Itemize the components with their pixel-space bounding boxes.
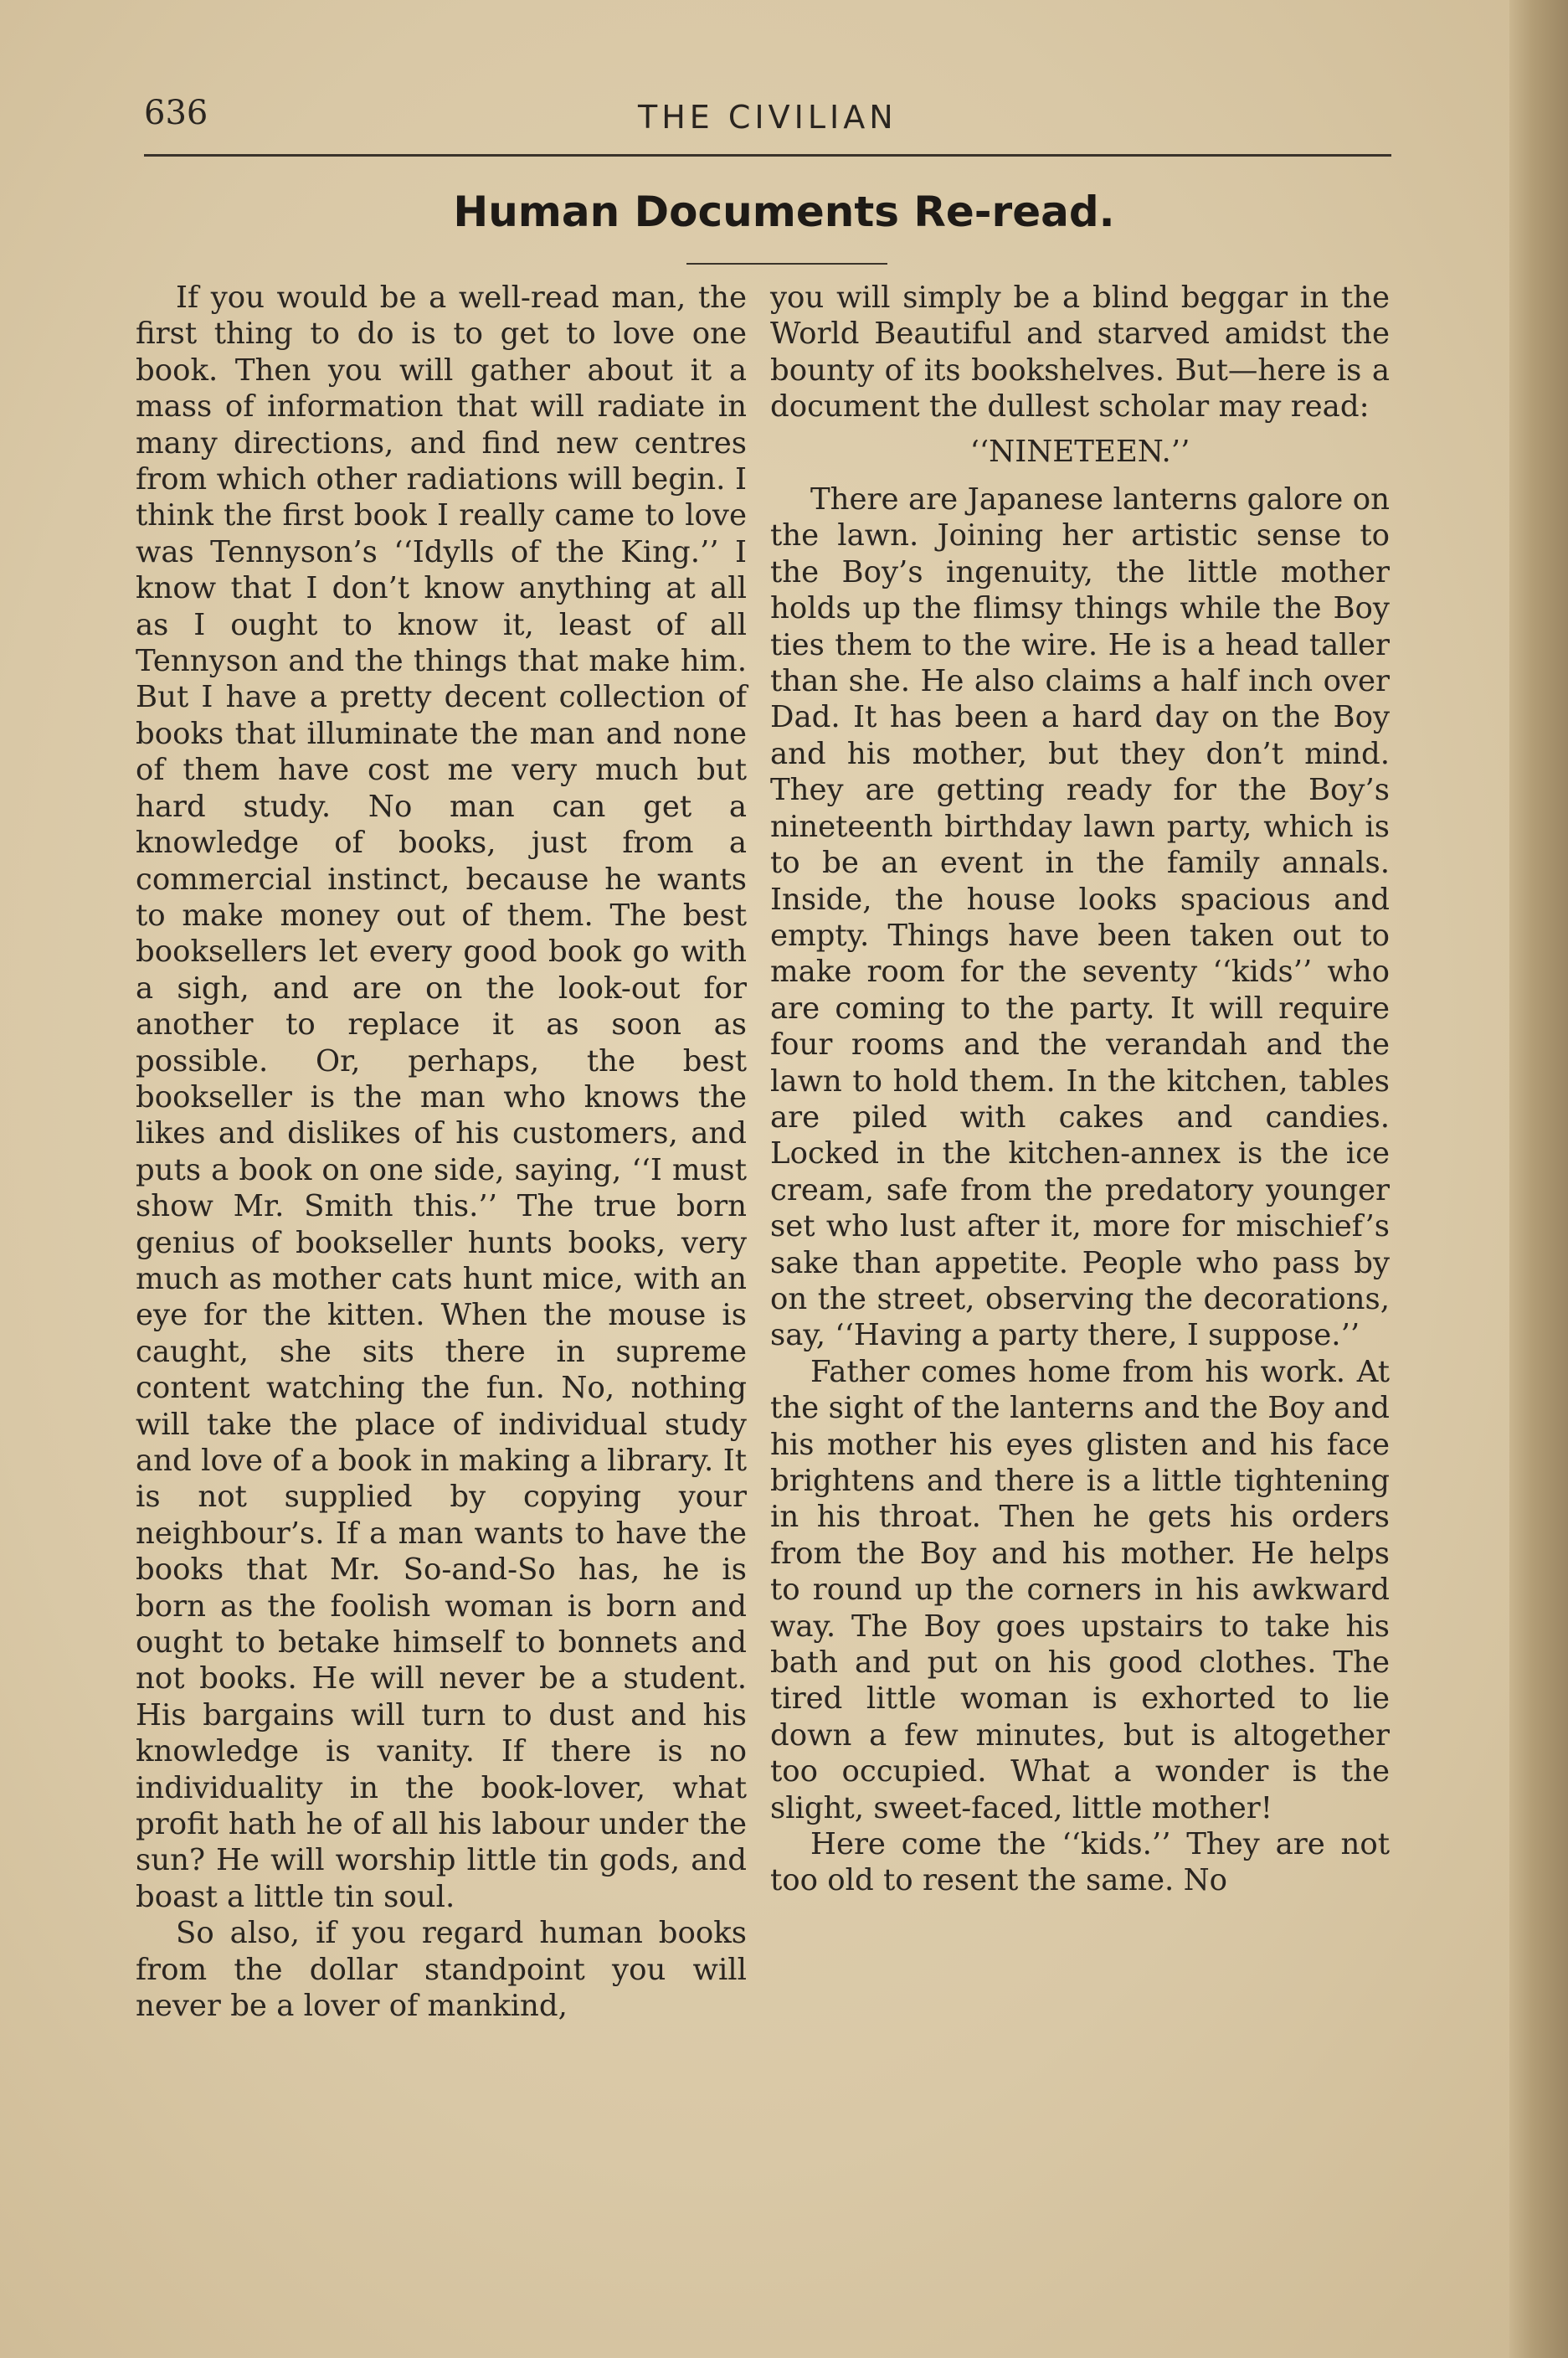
- paragraph: Here come the ‘‘kids.’’ They are not too old to resent the same. No: [770, 1827, 1390, 1898]
- left-column: [136, 280, 747, 2025]
- paragraph: you will simply be a blind beggar in the World Beautiful and starved amidst the bounty of its bookshelves. But—here is a document the dullest scholar may read:: [770, 281, 1390, 425]
- paragraph: Father comes home from his work. At the sight of the lanterns and the Boy and his mother his eyes glisten and his face brightens and there is a little tightening in his throat. Then he gets his orders from the Boy and his mother. He helps to round up the corners in his awkward way. The Boy goes upstairs to take his bath and put on his good clothes. The tired little woman is exhorted to lie down a few minutes, but is altogether too occupied. What a wonder is the slight, sweet-faced, little mother!: [770, 1354, 1390, 1825]
- header-rule: [144, 154, 1391, 157]
- paragraph: If you would be a well-read man, the first thing to do is to get to love one book. Then you will gather about it a mass of information that will radiate in many directions, and find new centres from which other radiations will begin. I think the first book I really came to love was Tennyson’s ‘‘Idylls of the King.’’ I know that I don’t know anything at all as I ought to know it, least of all Tennyson and the things that make him. But I have a pretty decent collection of books that illuminate the man and none of them have cost me very much but hard study. No man can get a knowledge of books, just from a commercial instinct, because he wants to make money out of them. The best booksellers let every good book go with a sigh, and are on the look-out for another to replace it as soon as possible. Or, perhaps, the best bookseller is the man who knows the likes and dislikes of his customers, and puts a book on one side, saying, ‘‘I must show Mr. Smith this.’’ The true born genius of bookseller hunts books, very much as mother cats hunt mice, with an eye for the kitten. When the mouse is caught, she sits there in supreme content watching the fun. No, nothing will take the place of individual study and love of a book in making a library. It is not supplied by copying your neighbour’s. If a man wants to have the books that Mr. So-and-So has, he is born as the foolish woman is born and ought to betake himself to bonnets and not books. He will never be a student. His bargains will turn to dust and his knowledge is vanity. If there is no individuality in the book-lover, what profit hath he of all his labour under the sun? He will worship little tin gods, and boast a little tin soul.: [136, 281, 747, 1914]
- paragraph: So also, if you regard human books from the dollar standpoint you will never be a lover of mankind,: [136, 1916, 747, 2024]
- article-title: Human Documents Re-read.: [453, 188, 1115, 236]
- running-title: THE CIVILIAN: [638, 99, 897, 136]
- page-edge: [1509, 0, 1568, 2358]
- right-column: [770, 280, 1390, 1899]
- paragraph: There are Japanese lanterns galore on the lawn. Joining her artistic sense to the Boy’s ingenuity, the little mother holds up the flimsy things while the Boy ties them to the wire. He is a head taller than she. He also claims a half inch over Dad. It has been a hard day on the Boy and his mother, but they don’t mind. They are getting ready for the Boy’s nineteenth birthday lawn party, which is to be an event in the family annals. Inside, the house looks spacious and empty. Things have been taken out to make room for the seventy ‘‘kids’’ who are coming to the party. It will require four rooms and the verandah and the lawn to hold them. In the kitchen, tables are piled with cakes and candies. Locked in the kitchen-annex is the ice cream, safe from the predatory younger set who lust after it, more for mischief’s sake than appetite. People who pass by on the street, observing the decorations, say, ‘‘Having a party there, I suppose.’’: [770, 482, 1390, 1353]
- page-number: 636: [144, 94, 208, 132]
- page-header: [144, 94, 1391, 144]
- title-rule: [686, 263, 887, 265]
- section-heading: ‘‘NINETEEN.’’: [969, 434, 1190, 469]
